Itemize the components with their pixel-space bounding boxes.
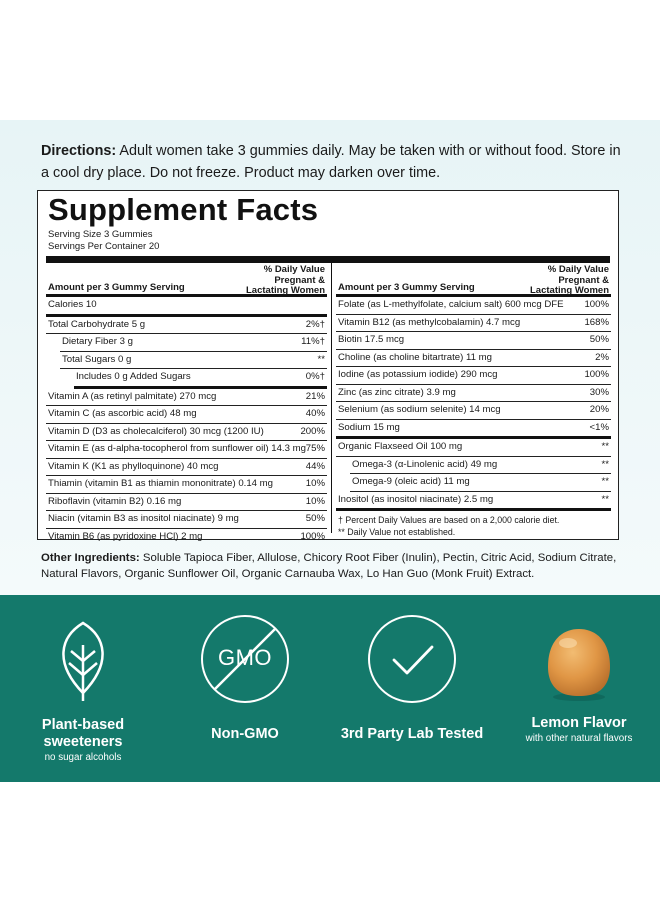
supplement-facts-panel bbox=[37, 190, 619, 540]
nutrient-row bbox=[350, 474, 611, 492]
daily-value-header bbox=[530, 265, 609, 297]
gummy-image bbox=[534, 615, 624, 705]
nutrient-row bbox=[336, 402, 611, 420]
nutrient-row bbox=[46, 459, 327, 477]
nutrient-row bbox=[74, 369, 327, 389]
nutrient-row bbox=[46, 297, 327, 317]
nutrient-value: 75% bbox=[305, 443, 325, 454]
nutrient-value: 44% bbox=[305, 460, 325, 472]
nutrient-label: Vitamin E (as d-alpha-tocopherol from sunflower oil) 14.3 mg bbox=[48, 443, 306, 454]
amount-header: Amount per 3 Gummy Serving bbox=[48, 282, 185, 293]
other-ingredients-text: Soluble Tapioca Fiber, Allulose, Chicory Root Fiber (Inulin), Pectin, Citric Acid, Sodium Citrate, Natural Flavors, Organic Sunflower Oil, Organic Carnauba Wax, Lo Han Guo (Monk Fruit) Extract. bbox=[41, 552, 617, 580]
checkmark-icon bbox=[368, 615, 456, 703]
nutrient-label: Calories 10 bbox=[48, 299, 97, 310]
nutrient-label: Total Carbohydrate 5 g bbox=[48, 318, 146, 330]
nutrient-value: 2% bbox=[595, 351, 609, 363]
nutrient-row bbox=[336, 350, 611, 368]
nutrient-value: 11%† bbox=[301, 336, 325, 347]
nutrient-label: Choline (as choline bitartrate) 11 mg bbox=[338, 351, 492, 363]
directions-text bbox=[41, 140, 631, 184]
nutrient-row bbox=[336, 492, 611, 512]
nutrient-value: 20% bbox=[589, 404, 609, 415]
nutrient-row bbox=[336, 385, 611, 403]
footnote-percent-dv: † Percent Daily Values are based on a 2,000 calorie diet. bbox=[338, 515, 560, 525]
nutrient-value: 50% bbox=[305, 513, 325, 524]
nutrient-label: Vitamin D (D3 as cholecalciferol) 30 mcg (1200 IU) bbox=[48, 425, 264, 437]
nutrient-row bbox=[336, 297, 611, 315]
nutrient-label: Dietary Fiber 3 g bbox=[62, 336, 133, 347]
footnotes bbox=[336, 511, 611, 538]
nutrient-row bbox=[60, 352, 327, 370]
facts-left-column bbox=[46, 265, 327, 545]
nutrient-value: 2%† bbox=[305, 318, 325, 330]
nutrient-value: ** bbox=[601, 493, 609, 505]
nutrient-row bbox=[46, 317, 327, 335]
right-column-header bbox=[336, 265, 611, 297]
non-gmo-icon bbox=[201, 615, 289, 703]
nutrient-value: 100% bbox=[300, 530, 325, 542]
nutrient-row bbox=[46, 424, 327, 442]
nutrient-label: Vitamin B12 (as methylcobalamin) 4.7 mcg bbox=[338, 316, 521, 328]
nutrient-row bbox=[336, 367, 611, 385]
nutrient-value: 200% bbox=[300, 425, 325, 437]
nutrient-row bbox=[336, 332, 611, 350]
dv-header-line2: Pregnant & bbox=[274, 274, 325, 286]
other-ingredients-label: Other Ingredients: bbox=[41, 552, 140, 564]
nutrient-value: 0%† bbox=[305, 371, 325, 382]
nutrient-value: 100% bbox=[584, 369, 609, 380]
feature-lab-tested bbox=[337, 615, 487, 743]
dv-header-line3: Lactating Women bbox=[530, 285, 609, 296]
nutrient-value: ** bbox=[601, 458, 609, 470]
feature-label: Plant-based sweeteners bbox=[41, 717, 125, 750]
dv-header-line2: Pregnant & bbox=[558, 274, 609, 286]
nutrient-row bbox=[46, 389, 327, 407]
gmo-text: GMO bbox=[217, 645, 273, 670]
feature-non-gmo bbox=[170, 615, 320, 743]
footnote-dv-not-established: ** Daily Value not established. bbox=[338, 527, 456, 537]
feature-lemon-flavor bbox=[504, 615, 654, 745]
nutrient-row bbox=[46, 441, 327, 459]
divider-bar bbox=[46, 256, 610, 263]
nutrient-value: 30% bbox=[589, 386, 609, 398]
nutrient-label: Iodine (as potassium iodide) 290 mcg bbox=[338, 369, 498, 380]
nutrient-value: 10% bbox=[305, 495, 325, 507]
other-ingredients bbox=[41, 550, 631, 582]
feature-label: 3rd Party Lab Tested bbox=[340, 726, 484, 742]
nutrient-value: 21% bbox=[305, 390, 325, 402]
nutrient-label: Omega-9 (oleic acid) 11 mg bbox=[352, 476, 470, 487]
directions-body: Adult women take 3 gummies daily. May be taken with or without food. Store in a cool dry place. Do not freeze. Product may darken over time. bbox=[41, 143, 621, 181]
nutrient-label: Niacin (vitamin B3 as inositol niacinate) 9 mg bbox=[48, 513, 239, 524]
nutrient-value: ** bbox=[601, 441, 609, 452]
feature-label: Non-GMO bbox=[211, 726, 279, 742]
daily-value-header bbox=[246, 265, 325, 297]
nutrient-value: ** bbox=[601, 476, 609, 487]
facts-title: Supplement Facts bbox=[48, 192, 319, 227]
dv-header-line1: % Daily Value bbox=[263, 264, 325, 275]
serving-size: Serving Size 3 Gummies bbox=[48, 229, 153, 240]
features-band bbox=[0, 595, 660, 782]
feature-plant-based bbox=[8, 615, 158, 764]
nutrient-row bbox=[46, 529, 327, 546]
nutrient-row bbox=[336, 420, 611, 440]
feature-sub: with other natural flavors bbox=[525, 733, 633, 744]
servings-per-container: Servings Per Container 20 bbox=[48, 241, 160, 252]
nutrient-label: Inositol (as inositol niacinate) 2.5 mg bbox=[338, 493, 494, 505]
dv-header-line3: Lactating Women bbox=[246, 285, 325, 296]
dv-header-line1: % Daily Value bbox=[547, 264, 609, 275]
nutrient-label: Selenium (as sodium selenite) 14 mcg bbox=[338, 404, 501, 415]
nutrient-row bbox=[336, 439, 611, 457]
nutrient-row bbox=[60, 334, 327, 352]
nutrient-value: <1% bbox=[589, 421, 609, 433]
nutrient-label: Vitamin B6 (as pyridoxine HCl) 2 mg bbox=[48, 530, 203, 542]
nutrient-label: Thiamin (vitamin B1 as thiamin mononitrate) 0.14 mg bbox=[48, 478, 274, 489]
nutrient-value: ** bbox=[317, 353, 325, 365]
nutrient-row bbox=[46, 406, 327, 424]
nutrient-label: Organic Flaxseed Oil 100 mg bbox=[338, 441, 463, 452]
nutrient-value: 100% bbox=[584, 299, 609, 310]
directions-label: Directions: bbox=[41, 143, 117, 159]
nutrient-row bbox=[336, 315, 611, 333]
feature-label: Lemon Flavor bbox=[531, 715, 627, 731]
nutrient-row bbox=[46, 476, 327, 494]
nutrient-value: 40% bbox=[305, 408, 325, 419]
nutrient-row bbox=[350, 457, 611, 475]
feature-sub: no sugar alcohols bbox=[44, 752, 122, 763]
nutrient-value: 10% bbox=[305, 478, 325, 489]
nutrient-label: Folate (as L-methylfolate, calcium salt) 600 mcg DFE bbox=[338, 299, 564, 310]
nutrient-label: Zinc (as zinc citrate) 3.9 mg bbox=[338, 386, 456, 398]
nutrient-value: 168% bbox=[584, 316, 609, 328]
nutrient-label: Includes 0 g Added Sugars bbox=[76, 371, 191, 382]
nutrient-value: 50% bbox=[589, 334, 609, 345]
nutrient-row bbox=[46, 511, 327, 529]
nutrient-label: Omega-3 (α-Linolenic acid) 49 mg bbox=[352, 458, 498, 470]
nutrient-row bbox=[46, 494, 327, 512]
nutrient-label: Vitamin C (as ascorbic acid) 48 mg bbox=[48, 408, 197, 419]
nutrient-label: Sodium 15 mg bbox=[338, 421, 400, 433]
nutrient-label: Riboflavin (vitamin B2) 0.16 mg bbox=[48, 495, 182, 507]
nutrient-label: Vitamin A (as retinyl palmitate) 270 mcg bbox=[48, 390, 217, 402]
leaf-icon bbox=[40, 615, 126, 701]
facts-right-column bbox=[336, 265, 611, 538]
column-divider bbox=[331, 263, 332, 533]
nutrient-label: Total Sugars 0 g bbox=[62, 353, 132, 365]
nutrient-label: Biotin 17.5 mcg bbox=[338, 334, 405, 345]
left-column-header bbox=[46, 265, 327, 297]
serving-info bbox=[48, 229, 159, 253]
amount-header: Amount per 3 Gummy Serving bbox=[338, 282, 475, 293]
nutrient-label: Vitamin K (K1 as phylloquinone) 40 mcg bbox=[48, 460, 219, 472]
